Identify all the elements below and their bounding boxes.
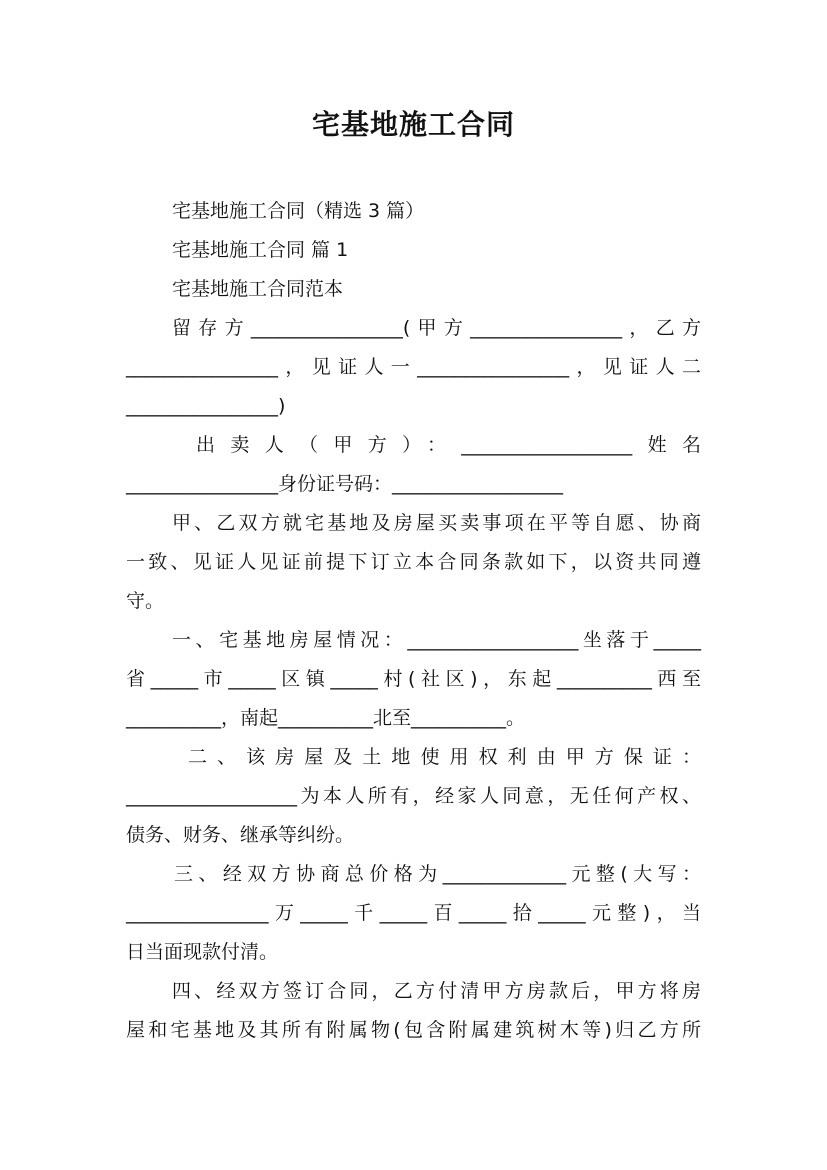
doc-line: 宅基地施工合同（精选 3 篇） <box>172 200 425 222</box>
doc-line: ________________身份证号码：__________________ <box>126 473 564 495</box>
doc-line: ________________，见证人一________________，见证人二 <box>126 356 701 378</box>
doc-line: 债务、财务、继承等纠纷。 <box>126 824 355 846</box>
doc-line: 屋和宅基地及其所有附属物(包含附属建筑树木等)归乙方所 <box>126 1019 701 1041</box>
doc-line: 留存方________________(甲方________________，乙方 <box>172 317 701 339</box>
doc-line: 宅基地施工合同范本 <box>172 278 344 300</box>
doc-line: 出卖人（甲方）：__________________姓名 <box>196 434 701 456</box>
doc-line: 省_____市_____区镇_____村(社区)，东起__________西至 <box>126 668 701 690</box>
doc-line: 一致、见证人见证前提下订立本合同条款如下，以资共同遵 <box>126 551 701 573</box>
doc-line: 三、经双方协商总价格为_____________元整(大写： <box>174 863 701 885</box>
doc-line: 甲、乙双方就宅基地及房屋买卖事项在平等自愿、协商 <box>172 512 701 534</box>
doc-line: 四、经双方签订合同，乙方付清甲方房款后，甲方将房 <box>172 980 701 1002</box>
doc-line: _______________万_____千_____百_____拾_____元整)，当 <box>126 902 701 924</box>
doc-line: 宅基地施工合同 篇 1 <box>172 239 349 261</box>
page-title: 宅基地施工合同 <box>311 108 515 141</box>
doc-line: __________，南起__________北至__________。 <box>126 707 526 729</box>
doc-line: 二、该房屋及土地使用权利由甲方保证： <box>188 746 701 768</box>
doc-line: ________________) <box>126 395 286 417</box>
doc-line: __________________为本人所有，经家人同意，无任何产权、 <box>126 785 701 807</box>
doc-line: 守。 <box>126 590 165 612</box>
doc-line: 日当面现款付清。 <box>126 941 279 963</box>
doc-line: 一、宅基地房屋情况：__________________坐落于_____ <box>172 629 701 651</box>
